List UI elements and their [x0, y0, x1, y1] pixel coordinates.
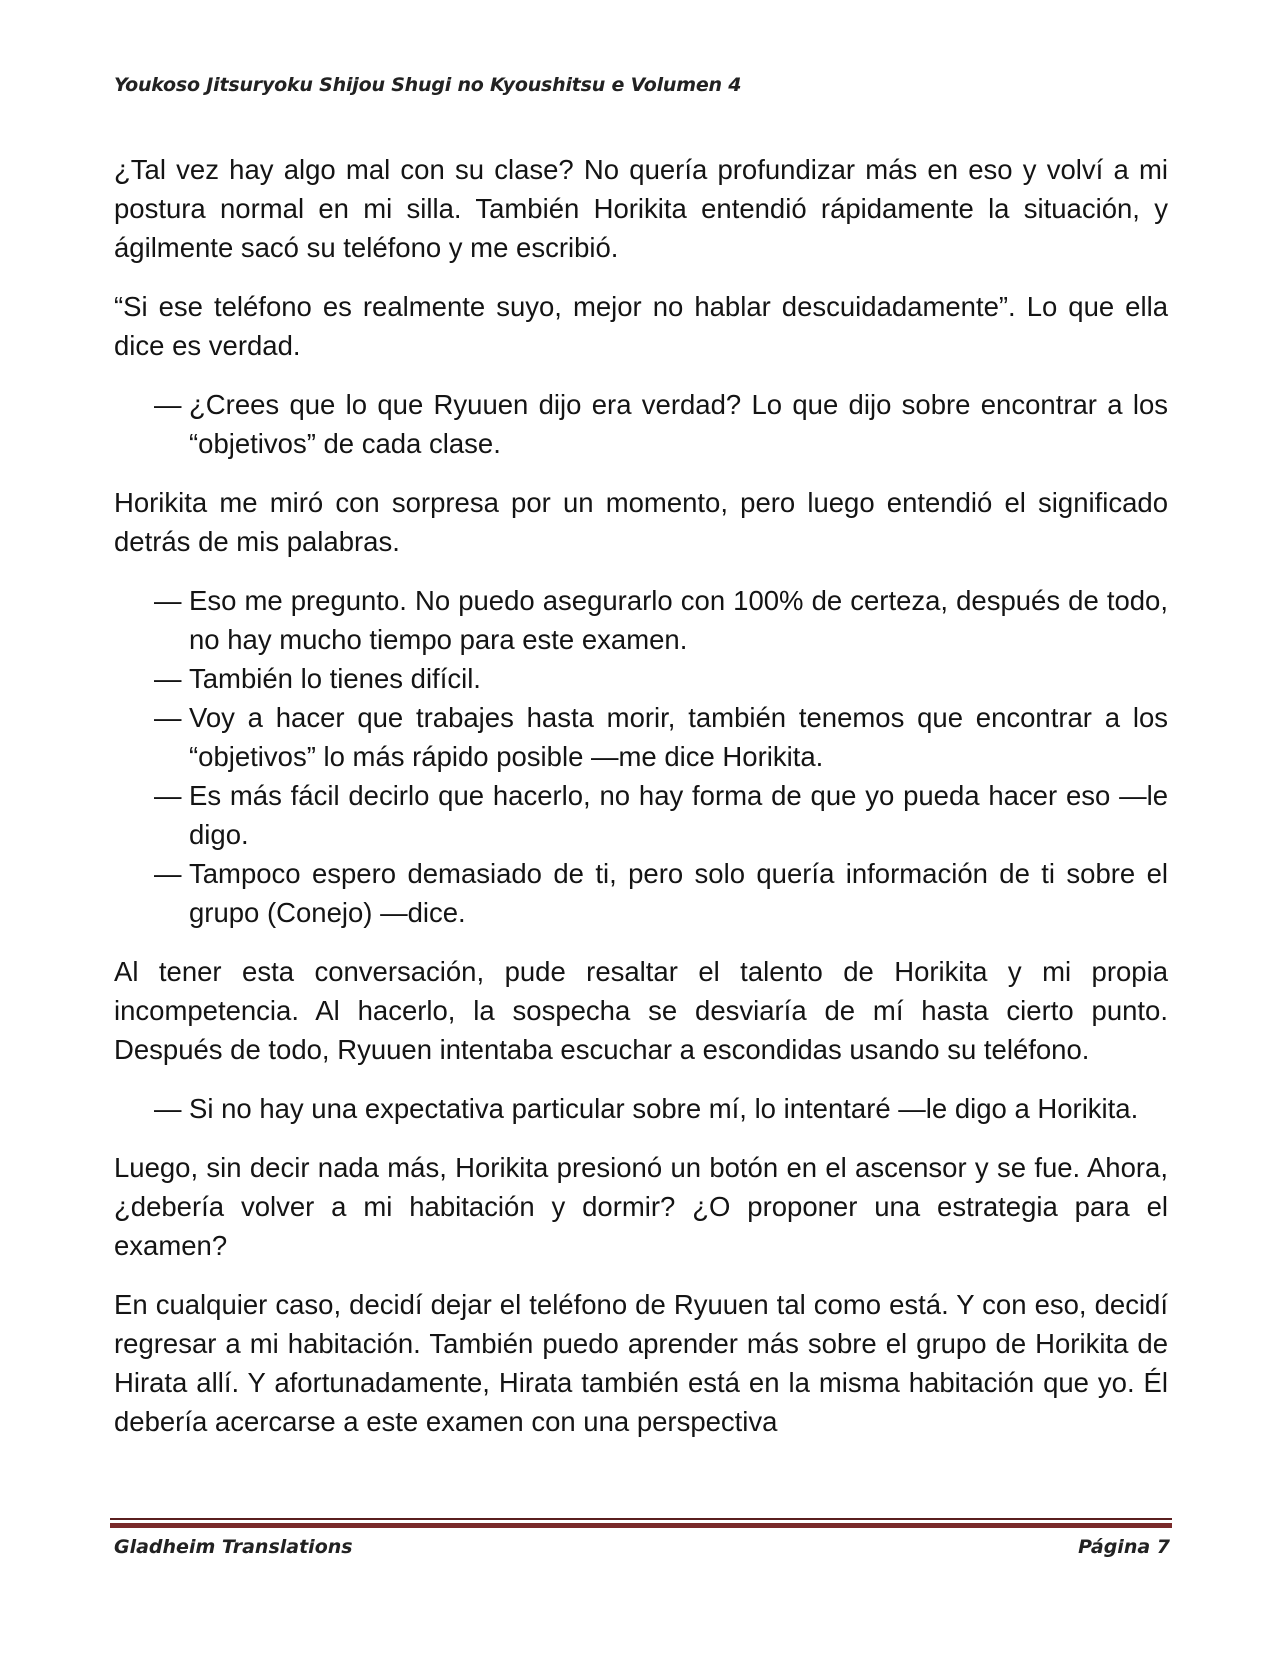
paragraph: “Si ese teléfono es realmente suyo, mejor no hablar descuidadamente”. Lo que ella dice es verdad. [114, 291, 1168, 361]
dialog-dash: — [154, 585, 182, 616]
dialog-block [114, 385, 1168, 463]
dialog-dash: — [154, 780, 182, 811]
dialog-line [114, 854, 1168, 932]
footer-divider-thick [110, 1523, 1172, 1528]
dialog-line [114, 659, 1168, 698]
paragraph: Al tener esta conversación, pude resaltar el talento de Horikita y mi propia incompetencia. Al hacerlo, la sospecha se desviaría de mí hasta cierto punto. Después de todo, Ryuuen intentaba escuchar a escondidas usando su teléfono. [114, 956, 1168, 1065]
dialog-dash: — [154, 663, 182, 694]
dialog-dash: — [154, 702, 182, 733]
dialog-text: También lo tienes difícil. [189, 663, 481, 694]
dialog-line [114, 385, 1168, 463]
page-number: Página 7 [1078, 1536, 1170, 1558]
paragraph: Horikita me miró con sorpresa por un momento, pero luego entendió el significado detrás de mis palabras. [114, 487, 1168, 557]
paragraph: En cualquier caso, decidí dejar el teléfono de Ryuuen tal como está. Y con eso, decidí regresar a mi habitación. También puedo aprender más sobre el grupo de Horikita de Hirata allí. Y afortunadamente, Hirata también está en la misma habitación que yo. Él debería acercarse a este examen con una perspectiva [114, 1289, 1168, 1437]
dialog-block [114, 1089, 1168, 1128]
dialog-block [114, 581, 1168, 932]
paragraph: ¿Tal vez hay algo mal con su clase? No quería profundizar más en eso y volví a mi postura normal en mi silla. También Horikita entendió rápidamente la situación, y ágilmente sacó su teléfono y me escribió. [114, 154, 1168, 263]
dialog-line [114, 776, 1168, 854]
dialog-text: ¿Crees que lo que Ryuuen dijo era verdad? Lo que dijo sobre encontrar a los “objetivos” de cada clase. [189, 389, 1168, 459]
dialog-text: Tampoco espero demasiado de ti, pero solo quería información de ti sobre el grupo (Conejo) —dice. [189, 858, 1168, 928]
dialog-line [114, 698, 1168, 776]
dialog-dash: — [154, 389, 182, 420]
paragraph: Luego, sin decir nada más, Horikita presionó un botón en el ascensor y se fue. Ahora, ¿debería volver a mi habitación y dormir? ¿O proponer una estrategia para el examen? [114, 1152, 1168, 1261]
dialog-text: Eso me pregunto. No puedo asegurarlo con 100% de certeza, después de todo, no hay mucho tiempo para este examen. [189, 585, 1168, 655]
page-body [114, 150, 1168, 1461]
page-header-title: Youkoso Jitsuryoku Shijou Shugi no Kyoushitsu e Volumen 4 [114, 74, 742, 96]
dialog-text: Es más fácil decirlo que hacerlo, no hay forma de que yo pueda hacer eso —le digo. [189, 780, 1168, 850]
dialog-line [114, 1089, 1168, 1128]
dialog-dash: — [154, 1093, 182, 1124]
dialog-line [114, 581, 1168, 659]
dialog-text: Si no hay una expectativa particular sobre mí, lo intentaré —le digo a Horikita. [189, 1093, 1139, 1124]
dialog-text: Voy a hacer que trabajes hasta morir, también tenemos que encontrar a los “objetivos” lo más rápido posible —me dice Horikita. [189, 702, 1168, 772]
footer-divider [110, 1518, 1172, 1528]
footer-divider-thin [110, 1518, 1172, 1520]
dialog-dash: — [154, 858, 182, 889]
footer-credit: Gladheim Translations [114, 1536, 353, 1558]
